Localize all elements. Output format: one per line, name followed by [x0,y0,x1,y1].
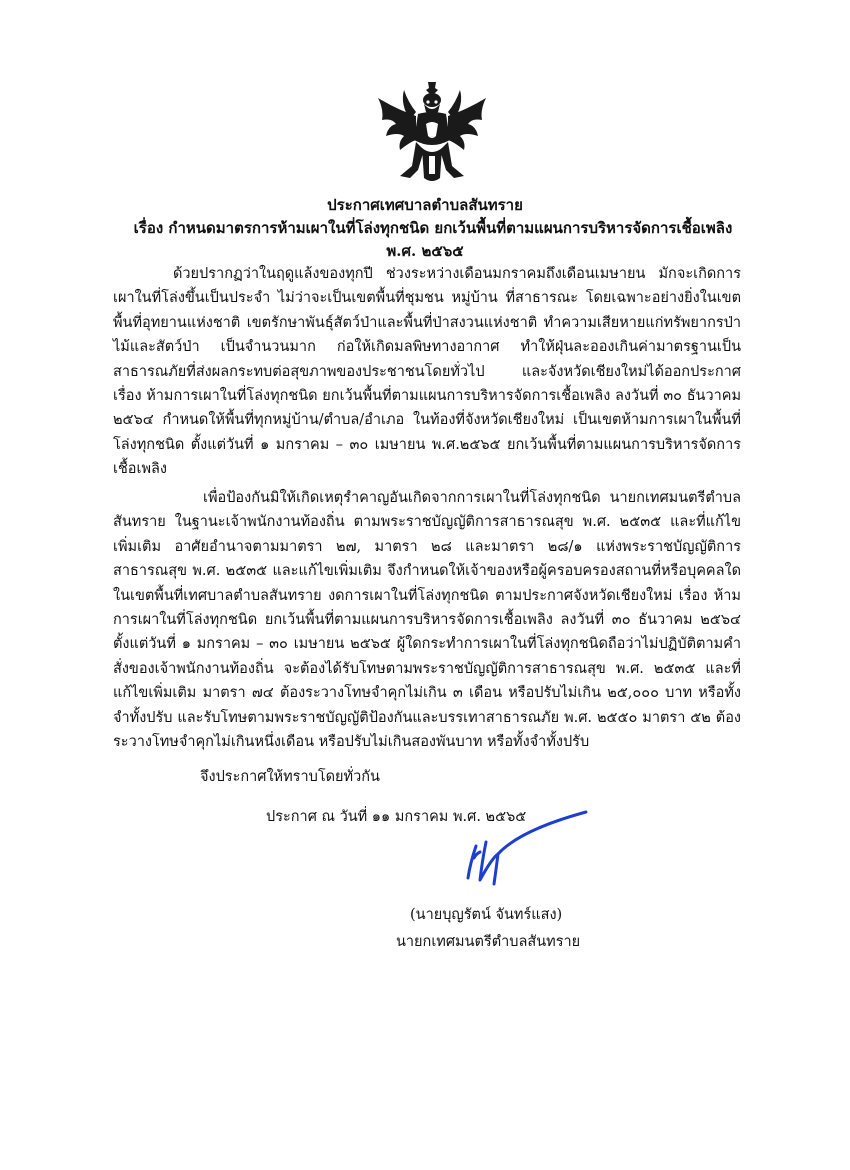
signature [440,808,590,888]
body-paragraph-2: เพื่อป้องกันมิให้เกิดเหตุรำคาญอันเกิดจากการเผาในที่โล่งทุกชนิด นายกเทศมนตรีตำบลสันทราย ในฐานะเจ้าพนักงานท้องถิ่น ตามพระราชบัญญัติการสาธารณสุข พ.ศ. ๒๕๓๕ และที่แก้ไขเพิ่มเติม อาศัยอำนาจตามมาตรา ๒๗, มาตรา ๒๘ และมาตรา ๒๘/๑ แห่งพระราชบัญญัติการสาธารณสุข พ.ศ. ๒๕๓๕ และแก้ไขเพิ่มเติม จึงกำหนดให้เจ้าของหรือผู้ครอบครองสถานที่หรือบุคคลใดในเขตพื้นที่เทศบาลตำบลสันทราย งดการเผาในที่โล่งทุกชนิด ตามประกาศจังหวัดเชียงใหม่ เรื่อง ห้ามการเผาในที่โล่งทุกชนิด ยกเว้นพื้นที่ตามแผนการบริหารจัดการเชื้อเพลิง ลงวันที่ ๓๐ ธันวาคม ๒๕๖๔ ตั้งแต่วันที่ ๑ มกราคม – ๓๐ เมษายน ๒๕๖๕ ผู้ใดกระทำการเผาในที่โล่งทุกชนิดถือว่าไม่ปฏิบัติตามคำสั่งของเจ้าพนักงานท้องถิ่น จะต้องได้รับโทษตามพระราชบัญญัติการสาธารณสุข พ.ศ. ๒๕๓๕ และที่แก้ไขเพิ่มเติม มาตรา ๗๔ ต้องระวางโทษจำคุกไม่เกิน ๓ เดือน หรือปรับไม่เกิน ๒๕,๐๐๐ บาท หรือทั้งจำทั้งปรับ และรับโทษตามพระราชบัญญัติป้องกันและบรรเทาสาธารณภัย พ.ศ. ๒๕๕๐ มาตรา ๕๒ ต้องระวางโทษจำคุกไม่เกินหนึ่งเดือน หรือปรับไม่เกินสองพันบาท หรือทั้งจำทั้งปรับ [113,490,741,751]
announcement-title: ประกาศเทศบาลตำบลสันทราย [327,196,523,214]
closing-statement: จึงประกาศให้ทราบโดยทั่วกัน [200,769,380,785]
garuda-emblem-icon [370,80,494,188]
announcement-date: ประกาศ ณ วันที่ ๑๑ มกราคม พ.ศ. ๒๕๖๕ [266,809,527,825]
signer-title: นายกเทศมนตรีตำบลสันทราย [396,934,581,950]
signer-name: (นายบุญรัตน์ จันทร์แสง) [410,907,563,923]
announcement-year: พ.ศ. ๒๕๖๕ [386,242,464,260]
body-paragraph-1: ด้วยปรากฏว่าในฤดูแล้งของทุกปี ช่วงระหว่างเดือนมกราคมถึงเดือนเมษายน มักจะเกิดการเผาในที่โล่งขึ้นเป็นประจำ ไม่ว่าจะเป็นเขตพื้นที่ชุมชน หมู่บ้าน ที่สาธารณะ โดยเฉพาะอย่างยิ่งในเขตพื้นที่อุทยานแห่งชาติ เขตรักษาพันธุ์สัตว์ป่าและพื้นที่ป่าสงวนแห่งชาติ ทำความเสียหายแก่ทรัพยากรป่าไม้และสัตว์ป่า เป็นจำนวนมาก ก่อให้เกิดมลพิษทางอากาศ ทำให้ฝุ่นละอองเกินค่ามาตรฐานเป็นสาธารณภัยที่ส่งผลกระทบต่อสุขภาพของประชาชนโดยทั่วไป และจังหวัดเชียงใหม่ได้ออกประกาศ เรื่อง ห้ามการเผาในที่โล่งทุกชนิด ยกเว้นพื้นที่ตามแผนการบริหารจัดการเชื้อเพลิง ลงวันที่ ๓๐ ธันวาคม ๒๕๖๔ กำหนดให้พื้นที่ทุกหมู่บ้าน/ตำบล/อำเภอ ในท้องที่จังหวัดเชียงใหม่ เป็นเขตห้ามการเผาในพื้นที่โล่งทุกชนิด ตั้งแต่วันที่ ๑ มกราคม – ๓๐ เมษายน พ.ศ.๒๕๖๕ ยกเว้นพื้นที่ตามแผนการบริหารจัดการเชื้อเพลิง [113,266,741,478]
announcement-subject: เรื่อง กำหนดมาตรการห้ามเผาในที่โล่งทุกชนิด ยกเว้นพื้นที่ตามแผนการบริหารจัดการเชื้อเพลิง [133,219,733,237]
